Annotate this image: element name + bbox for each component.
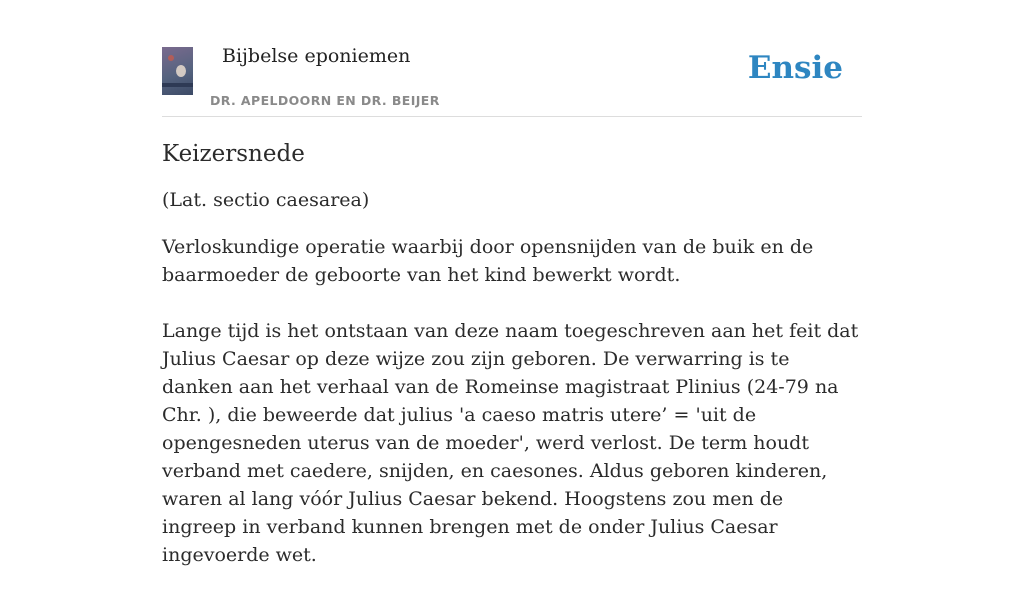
book-authors[interactable]: DR. APELDOORN EN DR. BEIJER	[210, 93, 440, 108]
entry-paragraph: Verloskundige operatie waarbij door opensnijden van de buik en de baarmoeder de geboorte van het kind bewerkt wordt.	[162, 236, 814, 286]
book-cover-image	[162, 47, 193, 95]
entry-latin-term: (Lat. sectio caesarea)	[162, 189, 370, 211]
ensie-logo-link[interactable]: Ensie	[747, 50, 843, 86]
book-cover-avatar[interactable]	[162, 47, 210, 95]
entry-content	[162, 136, 862, 597]
entry-body	[162, 233, 862, 569]
entry-title: Keizersnede	[162, 141, 305, 167]
entry-paragraph: Lange tijd is het ontstaan van deze naam toegeschreven aan het feit dat Julius Caesar op deze wijze zou zijn geboren. De verwarring is te danken aan het verhaal van de Romeinse magistraat Plinius (24-79 na Chr. ), die beweerde dat julius 'a caeso matris utere’ = 'uit de opengesneden uterus van de moeder', werd verlost. De term houdt verband met caedere, snijden, en caesones. Aldus geboren kinderen, waren al lang vóór Julius Caesar bekend. Hoogstens zou men de ingreep in verband kunnen brengen met de onder Julius Caesar ingevoerde wet.	[162, 320, 859, 566]
book-title[interactable]: Bijbelse eponiemen	[222, 45, 411, 67]
page-header	[162, 0, 862, 117]
